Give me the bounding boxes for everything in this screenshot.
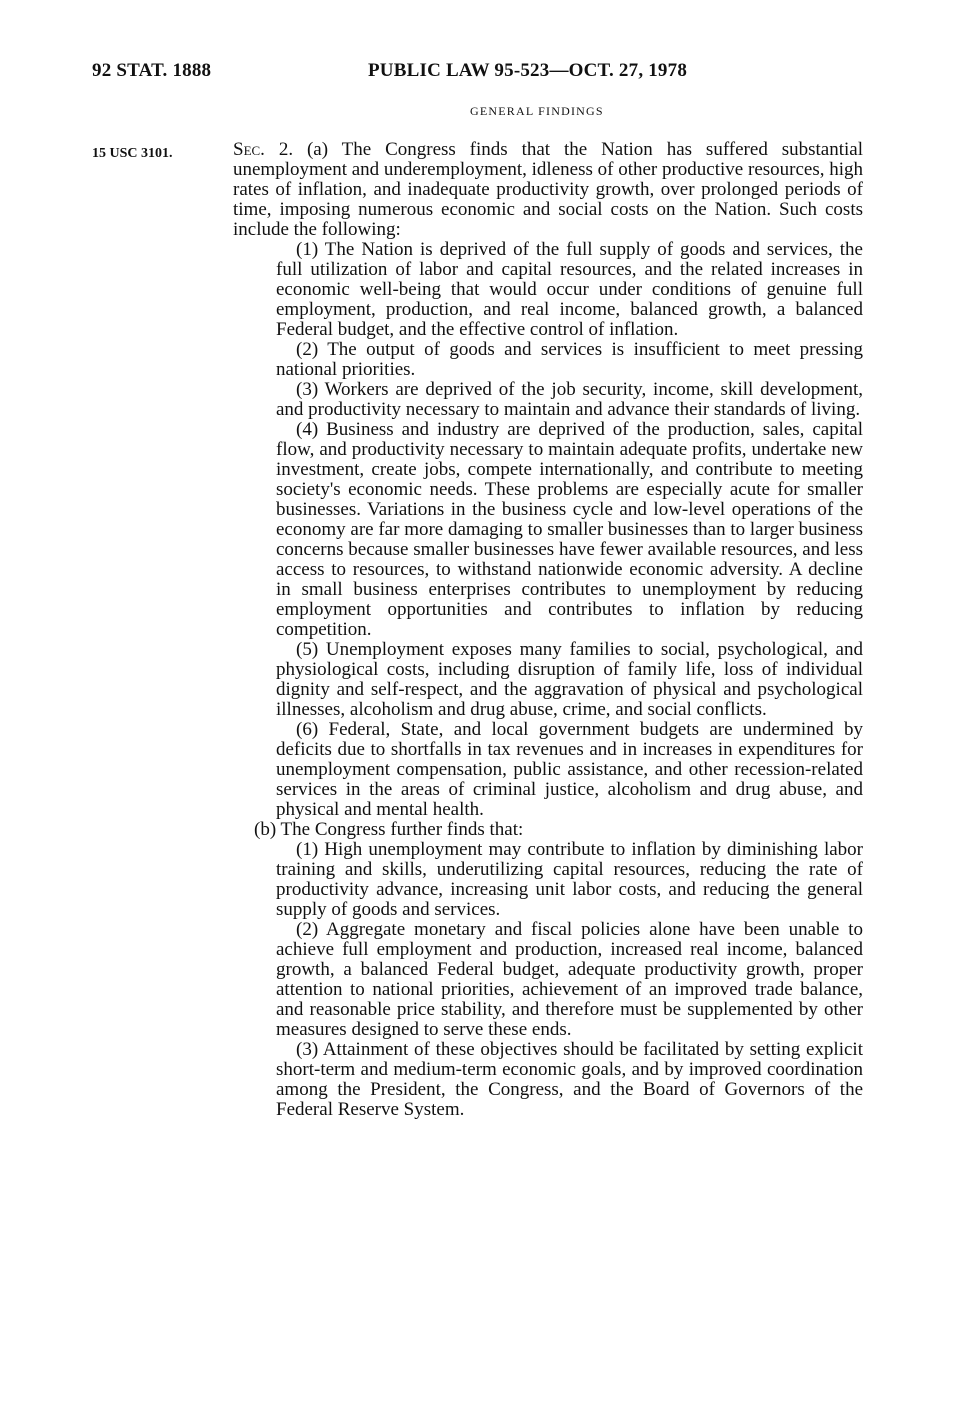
section-body [233,140,863,1120]
paragraph-a2: (2) The output of goods and services is insufficient to meet pressing national priorities. [276,339,863,380]
paragraph-a-intro [233,140,863,240]
paragraph-b1: (1) High unemployment may contribute to inflation by diminishing labor training and skills, underutilizing capital resources, reducing the rate of productivity advance, increasing unit labor costs, and reducing the general supply of goods and services. [276,839,863,920]
paragraph-a-intro-text: (a) The Congress finds that the Nation has suffered substantial unemployment and underemployment, idleness of other productive resources, high rates of inflation, and inadequate productivity growth, over prolonged periods of time, imposing numerous economic and social costs on the Nation. Such costs include the following: [233,139,864,240]
section-label: Sec. 2. [233,139,294,160]
paragraph-a5: (5) Unemployment exposes many families to social, psychological, and physiological costs, including disruption of family life, loss of individual dignity and self-respect, and the aggravation of physical and psychological illnesses, alcoholism and drug abuse, crime, and social conflicts. [276,639,863,720]
usc-margin-note: 15 USC 3101. [92,146,173,161]
paragraph-a1: (1) The Nation is deprived of the full supply of goods and services, the full utilization of labor and capital resources, and the related increases in economic well-being that would occur under conditions of genuine full employment, production, and real income, balanced growth, a balanced Federal budget, and the effective control of inflation. [276,239,863,340]
paragraph-a6: (6) Federal, State, and local government budgets are undermined by deficits due to shortfalls in tax revenues and in increases in expenditures for unemployment compensation, public assistance, and other recession-related services in the areas of criminal justice, alcoholism and drug abuse, and physical and mental health. [276,719,863,820]
public-law-header: PUBLIC LAW 95-523—OCT. 27, 1978 [368,60,688,81]
paragraph-b-intro: (b) The Congress further finds that: [254,819,524,840]
paragraph-a3: (3) Workers are deprived of the job security, income, skill development, and productivity necessary to maintain and advance their standards of living. [276,379,863,420]
stat-reference: 92 STAT. 1888 [92,60,212,81]
paragraph-b2: (2) Aggregate monetary and fiscal policies alone have been unable to achieve full employment and production, increased real income, balanced growth, a balanced Federal budget, adequate productivity growth, proper attention to national priorities, achievement of an improved trade balance, and reasonable price stability, and therefore must be supplemented by other measures designed to serve these ends. [276,919,863,1040]
section-title: GENERAL FINDINGS [470,104,604,118]
paragraph-b3: (3) Attainment of these objectives should be facilitated by setting explicit short-term and medium-term economic goals, and by improved coordination among the President, the Congress, and the Board of Governors of the Federal Reserve System. [276,1039,863,1120]
paragraph-a4: (4) Business and industry are deprived of the production, sales, capital flow, and productivity necessary to maintain adequate profits, undertake new investment, create jobs, compete internationally, and contribute to meeting society's economic needs. These problems are especially acute for smaller businesses. Variations in the business cycle and low-level operations of the economy are far more damaging to smaller businesses than to larger business concerns because smaller businesses have fewer available resources, and less access to resources, to withstand nationwide economic adversity. A decline in small business enterprises contributes to unemployment by reducing employment opportunities and contributes to inflation by reducing competition. [276,419,863,640]
